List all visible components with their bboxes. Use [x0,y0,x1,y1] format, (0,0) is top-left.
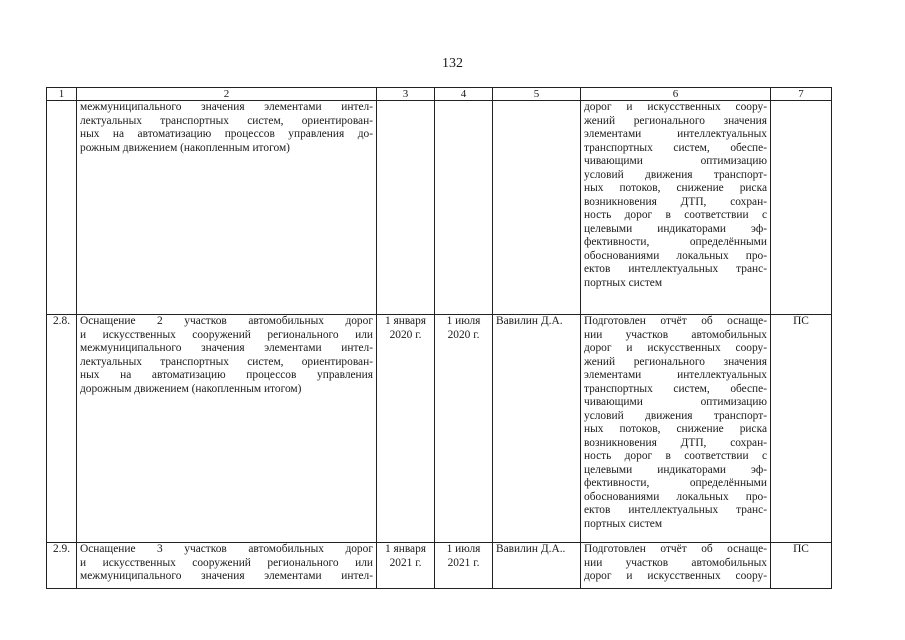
result-line: ных потоков, снижение риска [584,182,767,194]
activity-description [77,101,377,315]
report-form: ПС [771,315,832,543]
result-line: возникновения ДТП, сохран- [584,436,767,449]
result-line: нии участков автомобильных [584,328,767,341]
column-header: 4 [435,88,493,101]
column-header: 7 [771,88,832,101]
result-line: портных систем [584,517,663,530]
description-line: рожным движением (накопленным итогом) [80,141,290,154]
result-line: чивающими оптимизацию [584,396,767,408]
responsible-person: Вавилин Д.А.. [493,543,581,589]
result-line: целевыми индикаторами эф- [584,463,767,476]
table-row [47,101,832,315]
result-line: фективности, определёнными [584,477,767,489]
start-date: 1 января 2020 г. [377,315,435,543]
result-line: транспортных систем, обеспе- [584,141,767,154]
description-line: лектуальных транспортных систем, ориентирован- [80,114,373,127]
result-line: фективности, определёнными [584,236,767,248]
description-line: Оснащение 3 участков автомобильных дорог [80,543,373,555]
description-line: дорожным движением (накопленным итогом) [80,382,302,395]
result-line: ектов интеллектуальных транс- [584,263,767,275]
result-line: ность дорог в соответствии с [584,209,767,221]
description-line: Оснащение 2 участков автомобильных дорог [80,315,373,327]
result-line: чивающими оптимизацию [584,155,767,167]
responsible-person: Вавилин Д.А. [493,315,581,543]
column-header: 5 [493,88,581,101]
description-line: и искусственных сооружений регионального или [80,556,373,569]
result-line: Подготовлен отчёт об оснаще- [584,315,767,327]
result-line: обоснованиями локальных про- [584,249,767,262]
row-number: 2.8. [47,315,77,543]
table-row [47,315,832,543]
description-line: ных на автоматизацию процессов управления до- [80,128,373,140]
result-line: ектов интеллектуальных транс- [584,504,767,516]
result-line: возникновения ДТП, сохран- [584,195,767,208]
start-date: 1 января 2021 г. [377,543,435,589]
result-line: элементами интеллектуальных [584,128,767,140]
description-line: ных на автоматизацию процессов управления [80,369,373,381]
result-line: жений регионального значения [584,355,767,368]
result-line: ных потоков, снижение риска [584,423,767,435]
description-line: межмуниципального значения элементами интел- [80,570,373,582]
result-line: условий движения транспорт- [584,168,767,181]
result-line: жений регионального значения [584,114,767,127]
expected-result [581,543,771,589]
result-line: дорог и искусственных соору- [584,101,767,113]
description-line: и искусственных сооружений регионального или [80,328,373,341]
expected-result [581,101,771,315]
row-number [47,101,77,315]
page-number: 132 [442,56,463,71]
plan-table [46,87,832,589]
result-line: условий движения транспорт- [584,409,767,422]
result-line: ность дорог в соответствии с [584,450,767,462]
result-line: нии участков автомобильных [584,556,767,569]
result-line: элементами интеллектуальных [584,369,767,381]
description-line: межмуниципального значения элементами интел- [80,342,373,354]
table-row [47,543,832,589]
description-line: лектуальных транспортных систем, ориентирован- [80,355,373,368]
result-line: обоснованиями локальных про- [584,490,767,503]
start-date [377,101,435,315]
column-header: 1 [47,88,77,101]
description-line: межмуниципального значения элементами интел- [80,101,373,113]
column-header: 2 [77,88,377,101]
report-form [771,101,832,315]
result-line: портных систем [584,276,663,289]
result-line: дорог и искусственных соору- [584,570,767,582]
end-date: 1 июля 2021 г. [435,543,493,589]
column-number-row [47,88,832,101]
column-header: 6 [581,88,771,101]
report-form: ПС [771,543,832,589]
row-number: 2.9. [47,543,77,589]
responsible-person [493,101,581,315]
result-line: Подготовлен отчёт об оснаще- [584,543,767,555]
result-line: транспортных систем, обеспе- [584,382,767,395]
column-header: 3 [377,88,435,101]
end-date [435,101,493,315]
activity-description [77,315,377,543]
result-line: дорог и искусственных соору- [584,342,767,354]
expected-result [581,315,771,543]
activity-description [77,543,377,589]
result-line: целевыми индикаторами эф- [584,222,767,235]
end-date: 1 июля 2020 г. [435,315,493,543]
